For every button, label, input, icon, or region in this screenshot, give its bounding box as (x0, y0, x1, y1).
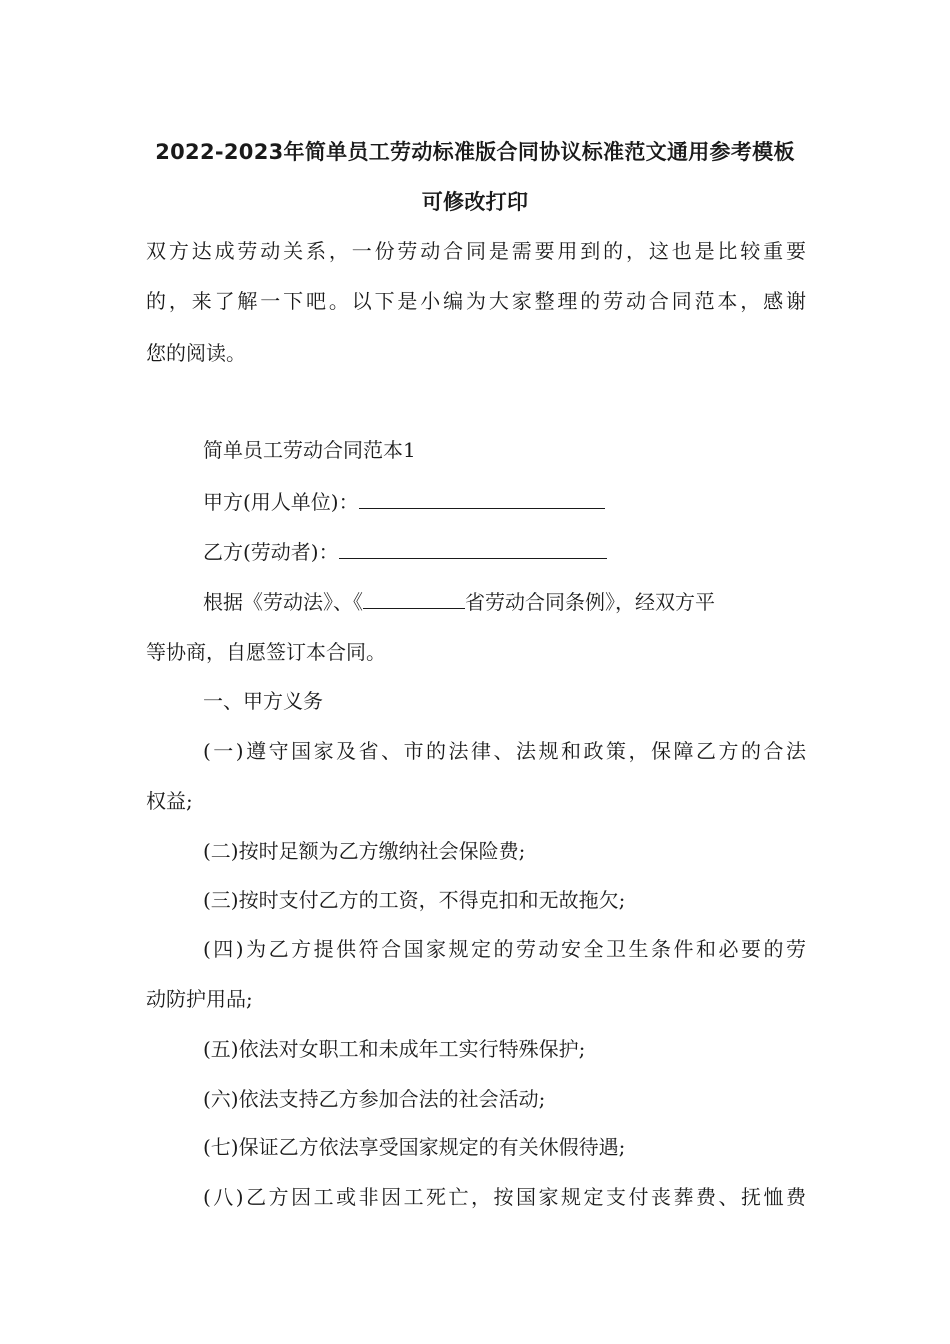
item7: (七)保证乙方依法享受国家规定的有关休假待遇; (203, 1135, 626, 1159)
item6: (六)依法支持乙方参加合法的社会活动; (203, 1087, 546, 1111)
document-title-line1: 2022-2023年简单员工劳动标准版合同协议标准范文通用参考模板 (155, 140, 795, 164)
intro-line-3: 您的阅读。 (146, 341, 246, 365)
party-b-row (203, 539, 607, 565)
item3: (三)按时支付乙方的工资，不得克扣和无故拖欠; (203, 888, 626, 912)
item1-line1: (一)遵守国家及省、市的法律、法规和政策，保障乙方的合法 (203, 739, 806, 763)
party-b-label: 乙方(劳动者)： (203, 540, 339, 564)
item1-line2: 权益; (146, 789, 193, 813)
intro-line-2: 的，来了解一下吧。以下是小编为大家整理的劳动合同范本，感谢 (146, 289, 806, 313)
basis-prefix: 根据《劳动法》、《 (203, 590, 363, 614)
party-a-label: 甲方(用人单位)： (203, 490, 359, 514)
item8-line1: (八)乙方因工或非因工死亡，按国家规定支付丧葬费、抚恤费 (203, 1185, 806, 1209)
contract-heading: 简单员工劳动合同范本1 (203, 438, 416, 462)
item2: (二)按时足额为乙方缴纳社会保险费; (203, 839, 526, 863)
province-blank (363, 590, 465, 609)
item4-line1: (四)为乙方提供符合国家规定的劳动安全卫生条件和必要的劳 (203, 937, 806, 961)
intro-line-1: 双方达成劳动关系，一份劳动合同是需要用到的，这也是比较重要 (146, 239, 806, 263)
item5: (五)依法对女职工和未成年工实行特殊保护; (203, 1037, 586, 1061)
party-a-blank (359, 490, 605, 509)
basis-line-2: 等协商，自愿签订本合同。 (146, 640, 386, 664)
party-a-row (203, 489, 605, 515)
item4-line2: 动防护用品; (146, 987, 253, 1011)
section1-heading: 一、甲方义务 (203, 689, 323, 713)
party-b-blank (339, 540, 607, 559)
document-title-line2: 可修改打印 (421, 190, 529, 214)
basis-line-1 (203, 589, 715, 615)
basis-suffix: 省劳动合同条例》，经双方平 (465, 590, 715, 614)
